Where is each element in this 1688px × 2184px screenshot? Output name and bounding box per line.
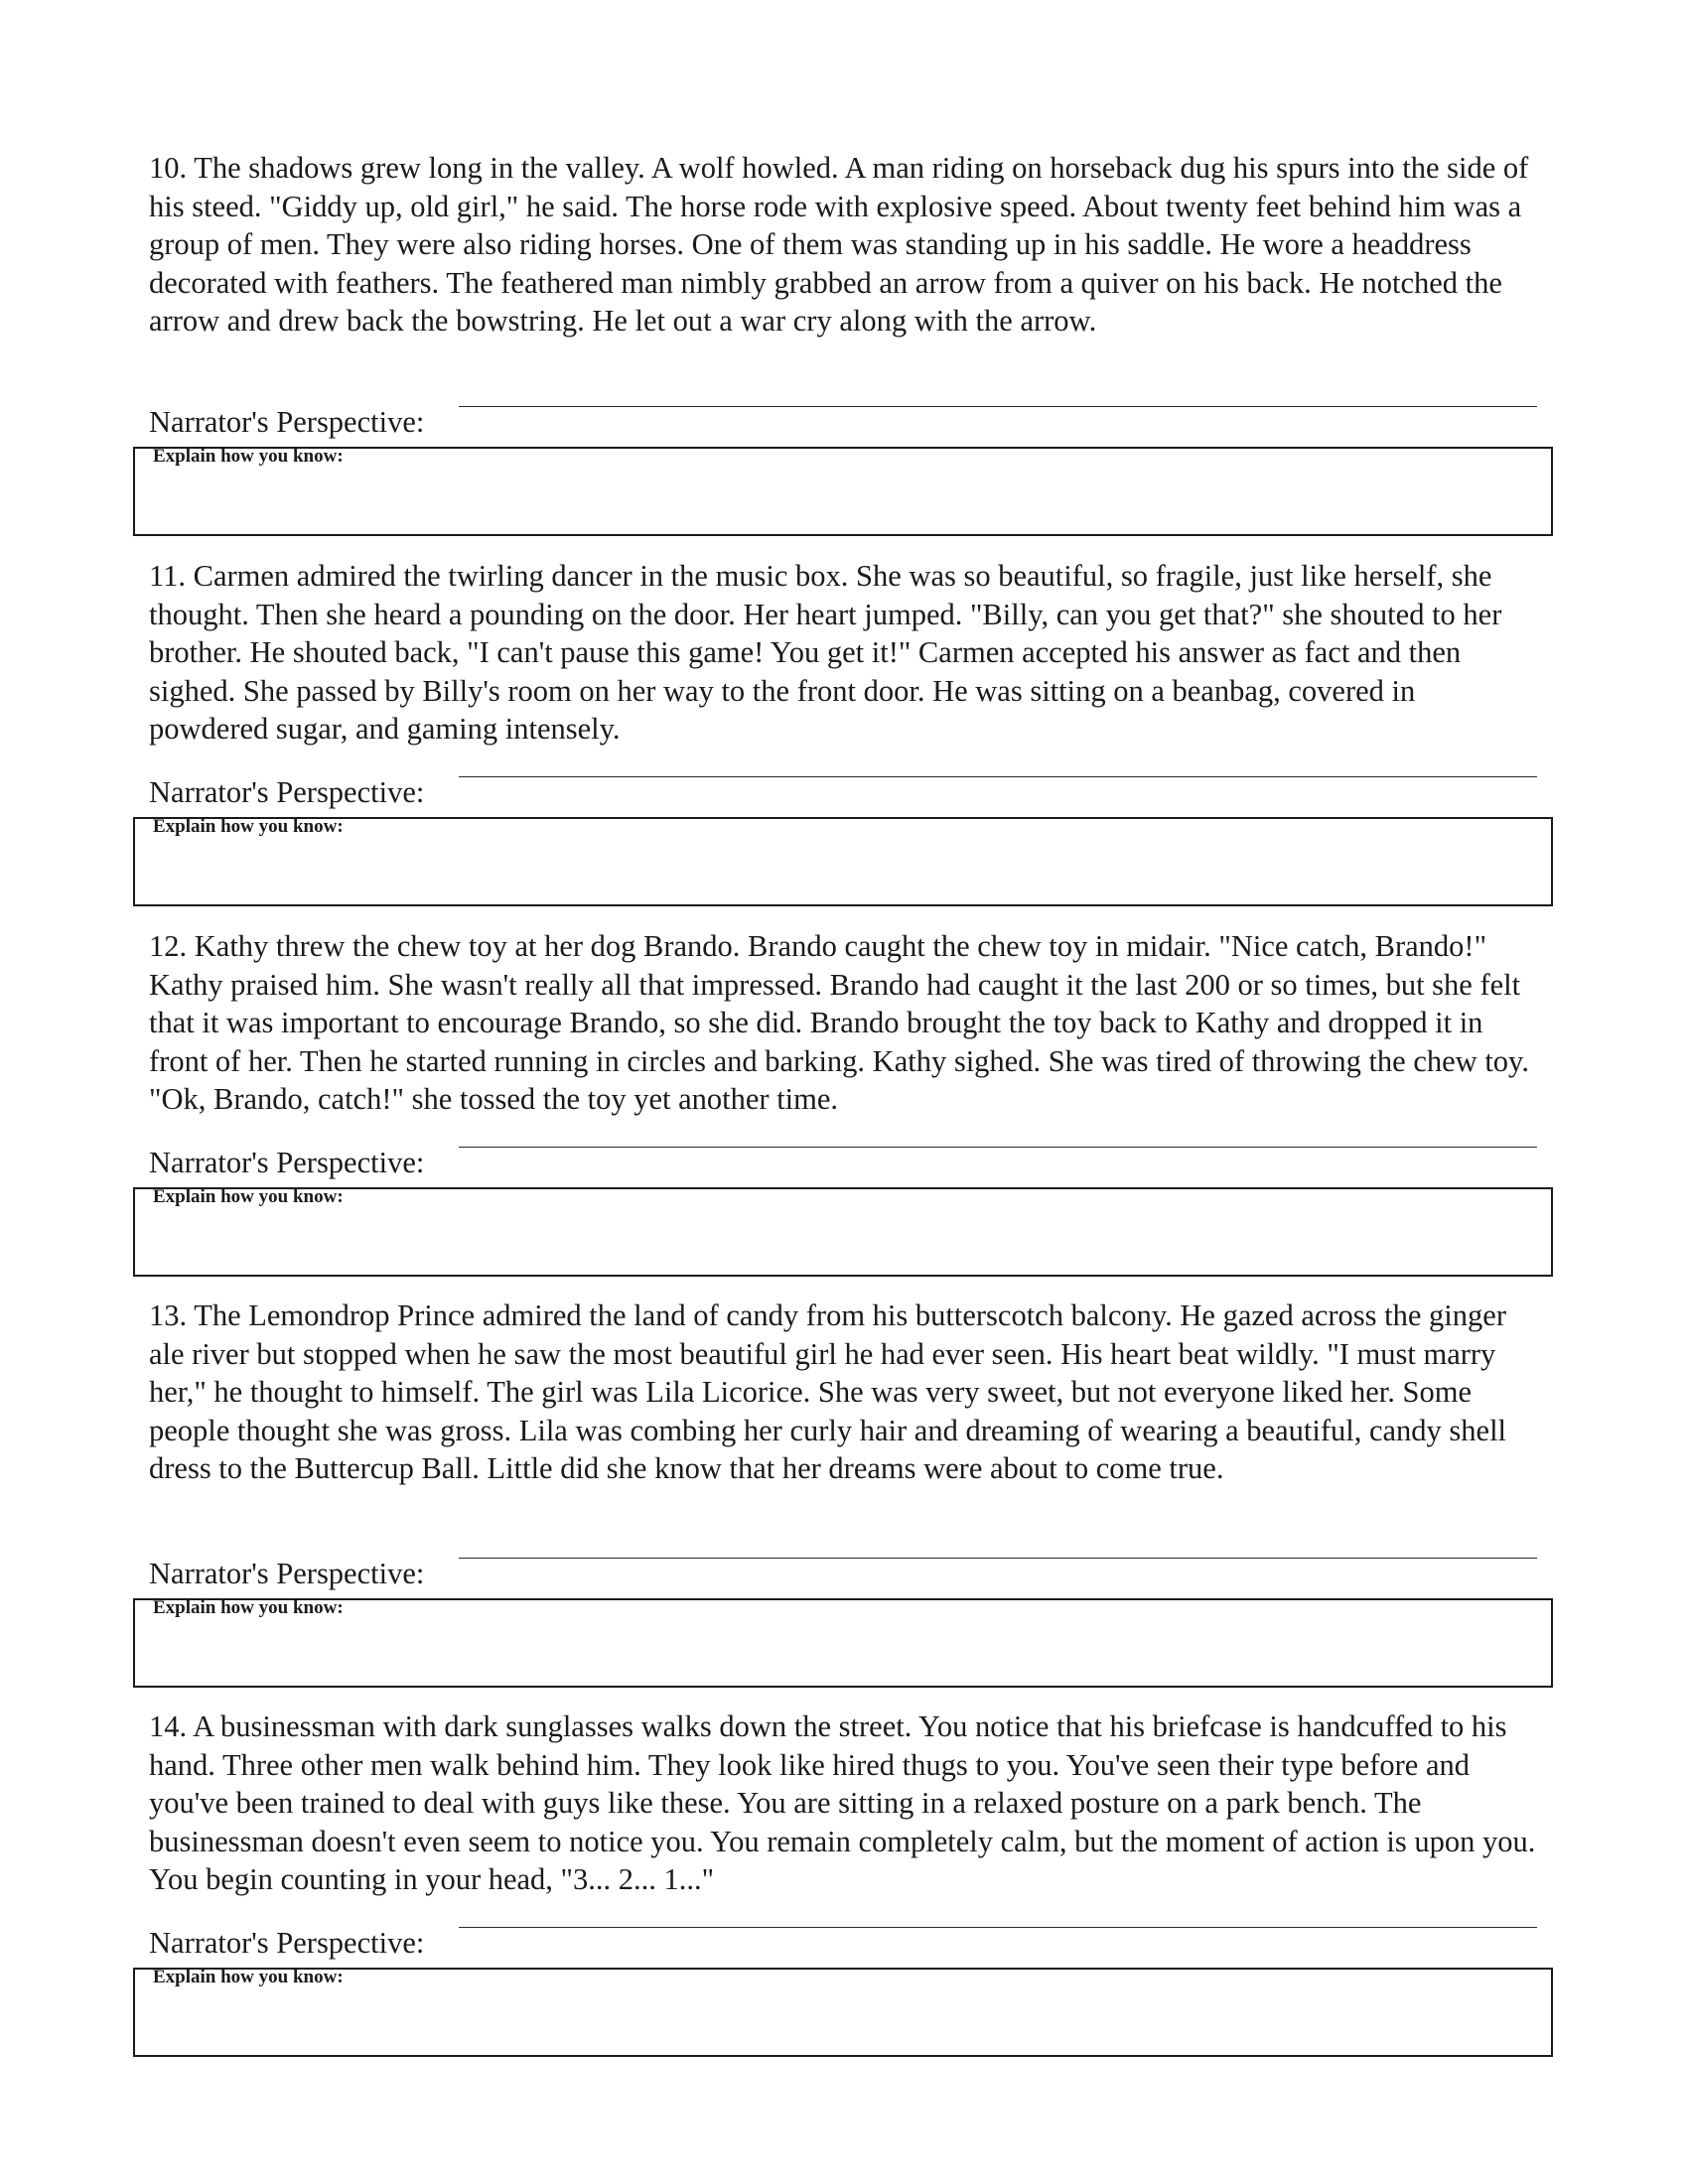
passage-text: 14. A businessman with dark sunglasses walks down the street. You notice that his briefcase is handcuffed to his hand. Three other men walk behind him. They look like hired thugs to you. You've seen their type before and you've been trained to deal with guys like these. You are sitting in a relaxed posture on a park bench. The businessman doesn't even seem to notice you. You remain completely calm, but the moment of action is upon you. You begin counting in your head, "3... 2... 1..." xyxy=(149,1709,1536,1896)
narrator-perspective-answer-line[interactable] xyxy=(459,406,1537,407)
explain-label: Explain how you know: xyxy=(153,816,344,837)
narrator-perspective-answer-line[interactable] xyxy=(459,1927,1537,1928)
narrator-perspective-label: Narrator's Perspective: xyxy=(149,1926,425,1960)
narrator-perspective-label: Narrator's Perspective: xyxy=(149,405,425,439)
passage-text: 13. The Lemondrop Prince admired the land of candy from his butterscotch balcony. He gazed across the ginger ale river but stopped when he saw the most beautiful girl he had ever seen. His heart beat wildly. "I must marry her," he thought to himself. The girl was Lila Licorice. She was very sweet, but not everyone liked her. Some people thought she was gross. Lila was combing her curly hair and dreaming of wearing a beautiful, candy shell dress to the Buttercup Ball. Little did she know that her dreams were about to come true. xyxy=(149,1298,1507,1485)
explain-label: Explain how you know: xyxy=(153,1967,344,1987)
narrator-perspective-label: Narrator's Perspective: xyxy=(149,1557,425,1590)
explain-answer-box[interactable] xyxy=(133,447,1553,536)
narrator-perspective-answer-line[interactable] xyxy=(459,1147,1537,1148)
explain-answer-box[interactable] xyxy=(133,1968,1553,2057)
explain-answer-box[interactable] xyxy=(133,817,1553,906)
explain-label: Explain how you know: xyxy=(153,1597,344,1618)
explain-answer-box[interactable] xyxy=(133,1598,1553,1688)
passage-text: 11. Carmen admired the twirling dancer in the music box. She was so beautiful, so fragile, just like herself, she thought. Then she heard a pounding on the door. Her heart jumped. "Billy, can you get that?" she shouted to her brother. He shouted back, "I can't pause this game! You get it!" Carmen accepted his answer as fact and then sighed. She passed by Billy's room on her way to the front door. He was sitting on a beanbag, covered in powdered sugar, and gaming intensely. xyxy=(149,559,1502,746)
narrator-perspective-answer-line[interactable] xyxy=(459,1558,1537,1559)
explain-answer-box[interactable] xyxy=(133,1187,1553,1277)
narrator-perspective-label: Narrator's Perspective: xyxy=(149,1146,425,1179)
passage-text: 10. The shadows grew long in the valley. A wolf howled. A man riding on horseback dug his spurs into the side of his steed. "Giddy up, old girl," he said. The horse rode with explosive speed. About twenty feet behind him was a group of men. They were also riding horses. One of them was standing up in his saddle. He wore a headdress decorated with feathers. The feathered man nimbly grabbed an arrow from a quiver on his back. He notched the arrow and drew back the bowstring. He let out a war cry along with the arrow. xyxy=(149,151,1529,338)
explain-label: Explain how you know: xyxy=(153,446,344,467)
narrator-perspective-label: Narrator's Perspective: xyxy=(149,775,425,809)
explain-label: Explain how you know: xyxy=(153,1186,344,1207)
passage-text: 12. Kathy threw the chew toy at her dog Brando. Brando caught the chew toy in midair. "Nice catch, Brando!" Kathy praised him. She wasn't really all that impressed. Brando had caught it the last 200 or so times, but she felt that it was important to encourage Brando, so she did. Brando brought the toy back to Kathy and dropped it in front of her. Then he started running in circles and barking. Kathy sighed. She was tired of throwing the chew toy. "Ok, Brando, catch!" she tossed the toy yet another time. xyxy=(149,929,1529,1116)
narrator-perspective-answer-line[interactable] xyxy=(459,776,1537,777)
